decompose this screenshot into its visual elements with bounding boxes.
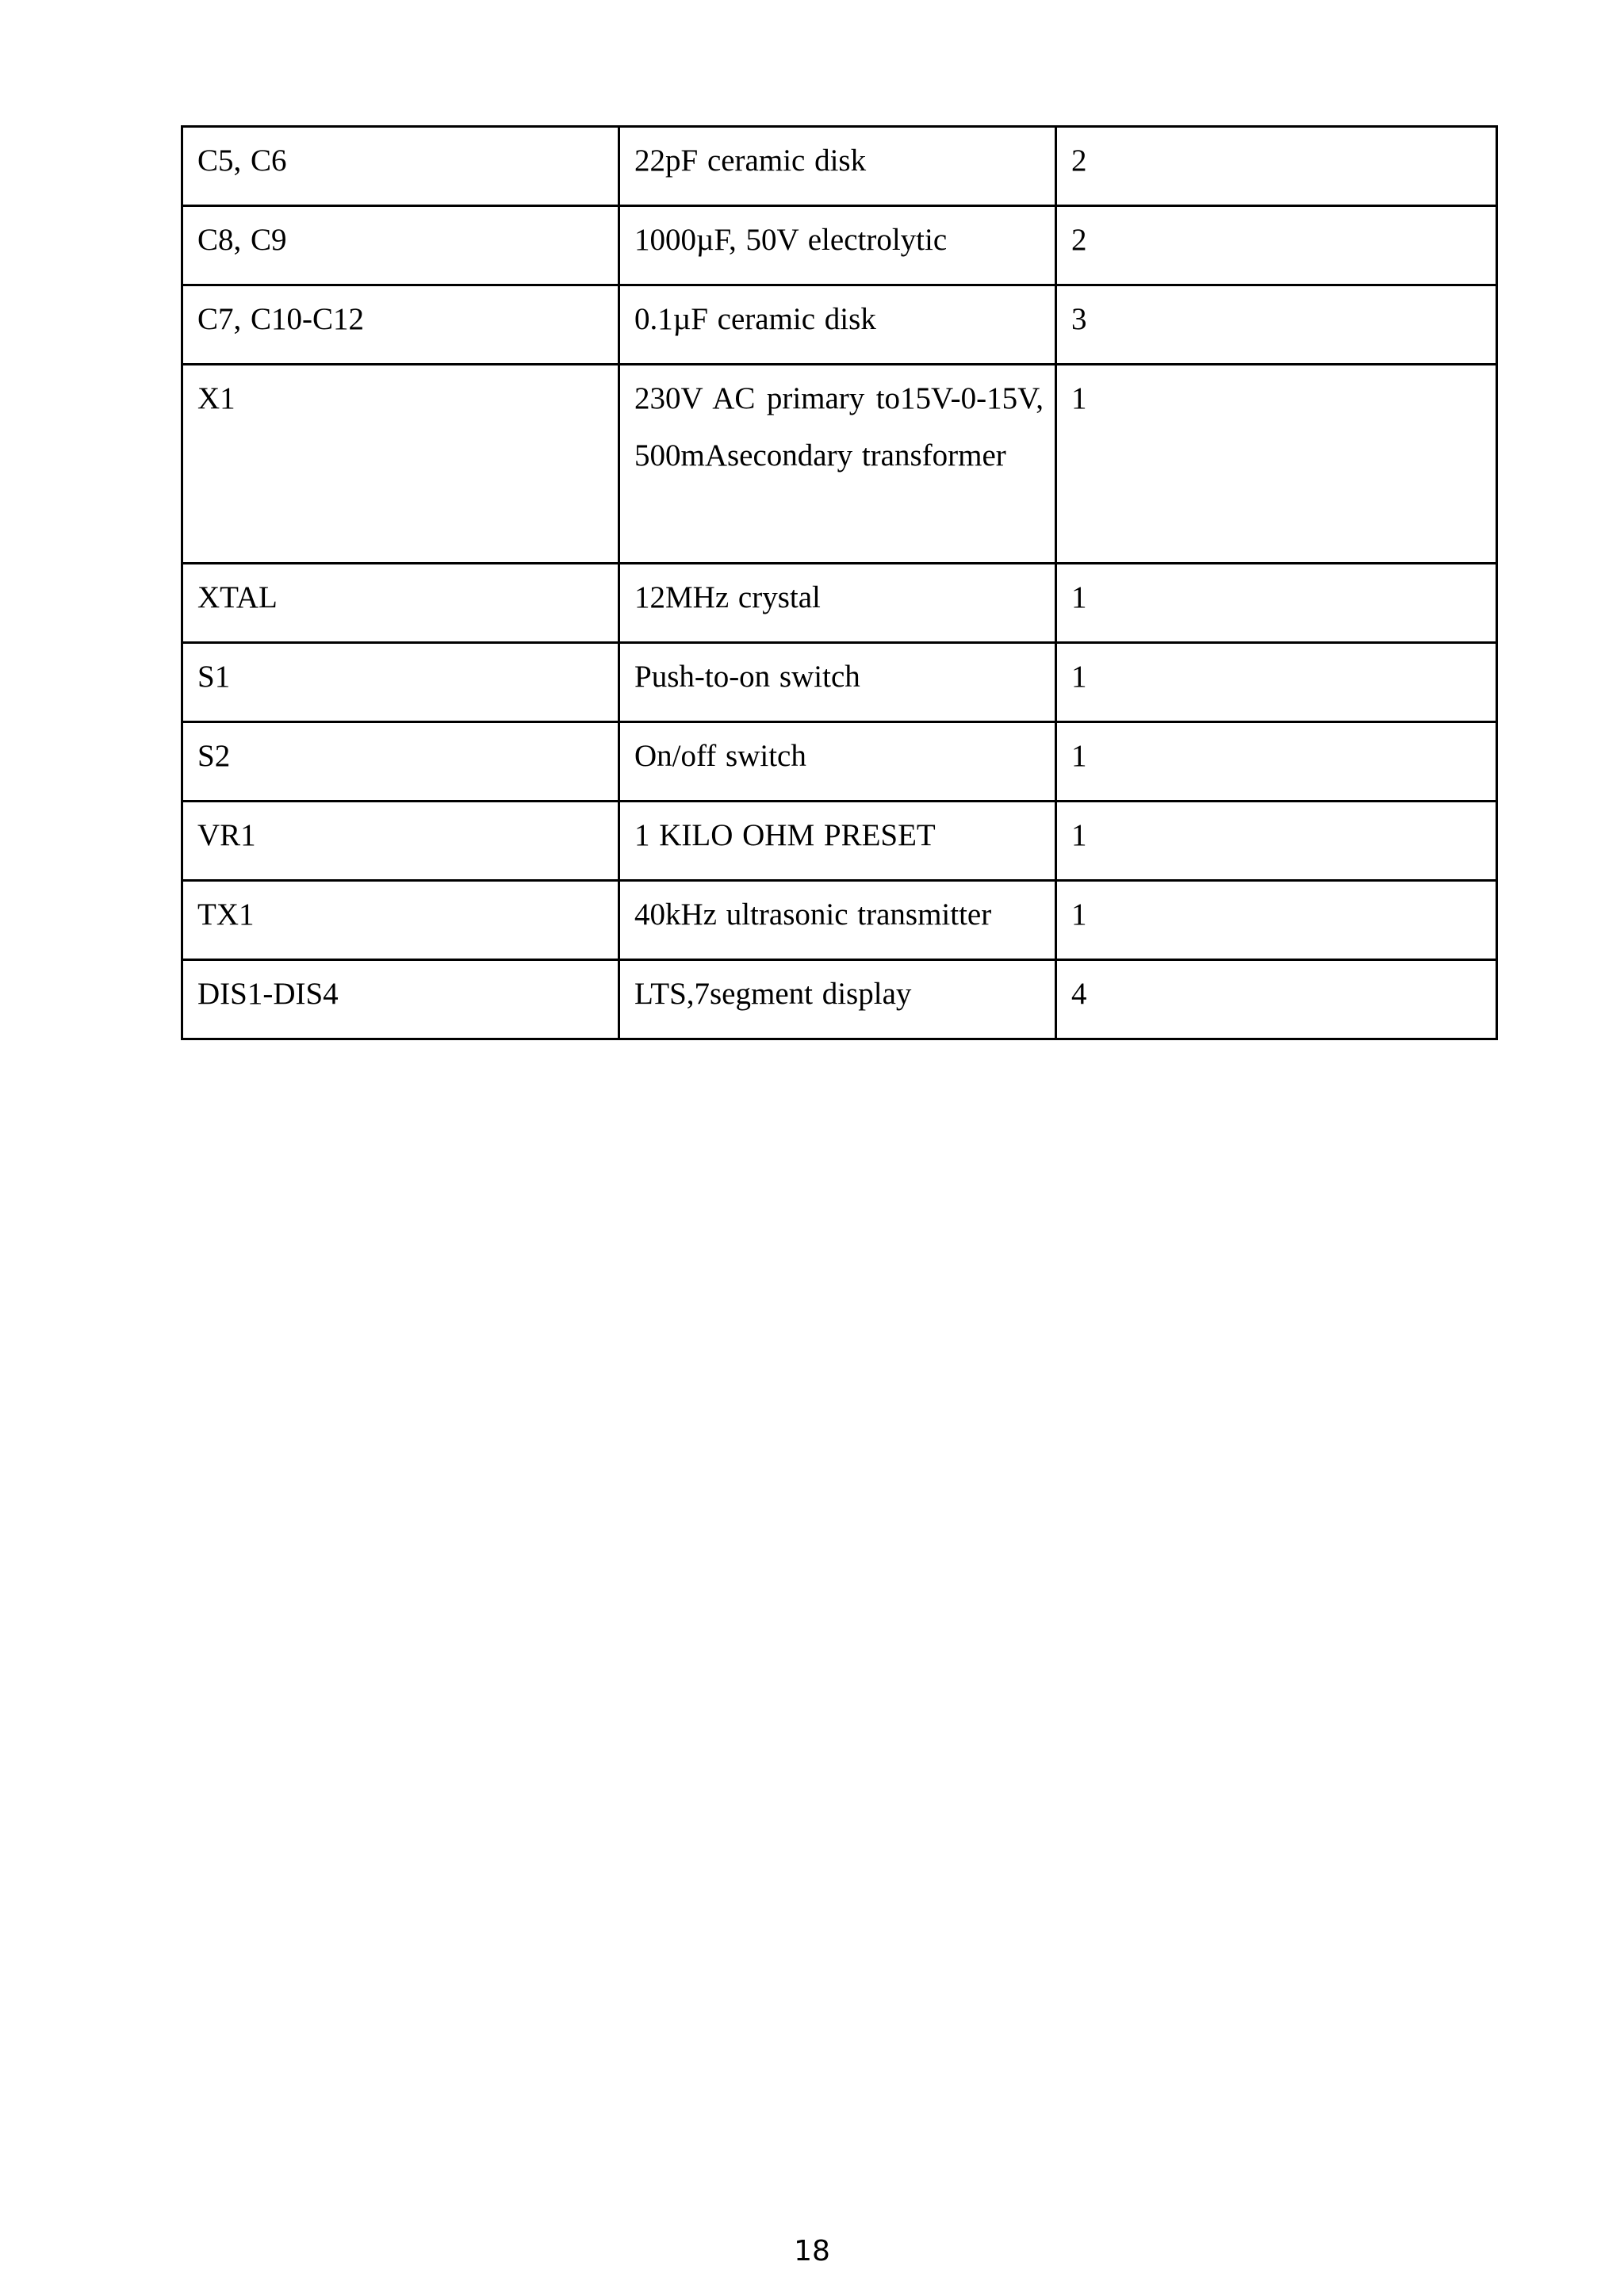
- table-row: [182, 881, 1497, 960]
- component-ref: C8, C9: [182, 206, 619, 285]
- component-quantity: 3: [1056, 285, 1497, 365]
- table-row: [182, 722, 1497, 802]
- table-row: [182, 365, 1497, 564]
- component-ref: TX1: [182, 881, 619, 960]
- component-description: Push-to-on switch: [619, 643, 1056, 722]
- component-ref: S1: [182, 643, 619, 722]
- component-description: On/off switch: [619, 722, 1056, 802]
- table-row: [182, 206, 1497, 285]
- component-ref: S2: [182, 722, 619, 802]
- component-description: 40kHz ultrasonic transmitter: [619, 881, 1056, 960]
- table-row: [182, 643, 1497, 722]
- component-description: 12MHz crystal: [619, 564, 1056, 643]
- component-ref: DIS1-DIS4: [182, 960, 619, 1039]
- table-row: [182, 564, 1497, 643]
- component-description: 1 KILO OHM PRESET: [619, 802, 1056, 881]
- component-description: LTS,7segment display: [619, 960, 1056, 1039]
- component-quantity: 1: [1056, 802, 1497, 881]
- page-number: 18: [794, 2235, 830, 2267]
- table-row: [182, 127, 1497, 206]
- components-table: [181, 125, 1498, 1040]
- component-quantity: 1: [1056, 564, 1497, 643]
- component-quantity: 4: [1056, 960, 1497, 1039]
- table-row: [182, 802, 1497, 881]
- component-description: 1000µF, 50V electrolytic: [619, 206, 1056, 285]
- component-quantity: 2: [1056, 206, 1497, 285]
- component-ref: C7, C10-C12: [182, 285, 619, 365]
- component-ref: VR1: [182, 802, 619, 881]
- component-ref: XTAL: [182, 564, 619, 643]
- component-quantity: 1: [1056, 881, 1497, 960]
- component-description: 22pF ceramic disk: [619, 127, 1056, 206]
- table-row: [182, 960, 1497, 1039]
- component-quantity: 1: [1056, 722, 1497, 802]
- table-row: [182, 285, 1497, 365]
- component-quantity: 1: [1056, 365, 1497, 564]
- component-description: 0.1µF ceramic disk: [619, 285, 1056, 365]
- component-ref: C5, C6: [182, 127, 619, 206]
- component-quantity: 2: [1056, 127, 1497, 206]
- component-ref: X1: [182, 365, 619, 564]
- component-quantity: 1: [1056, 643, 1497, 722]
- component-description: 230V AC primary to15V-0-15V, 500mAsecondary transformer: [619, 365, 1056, 564]
